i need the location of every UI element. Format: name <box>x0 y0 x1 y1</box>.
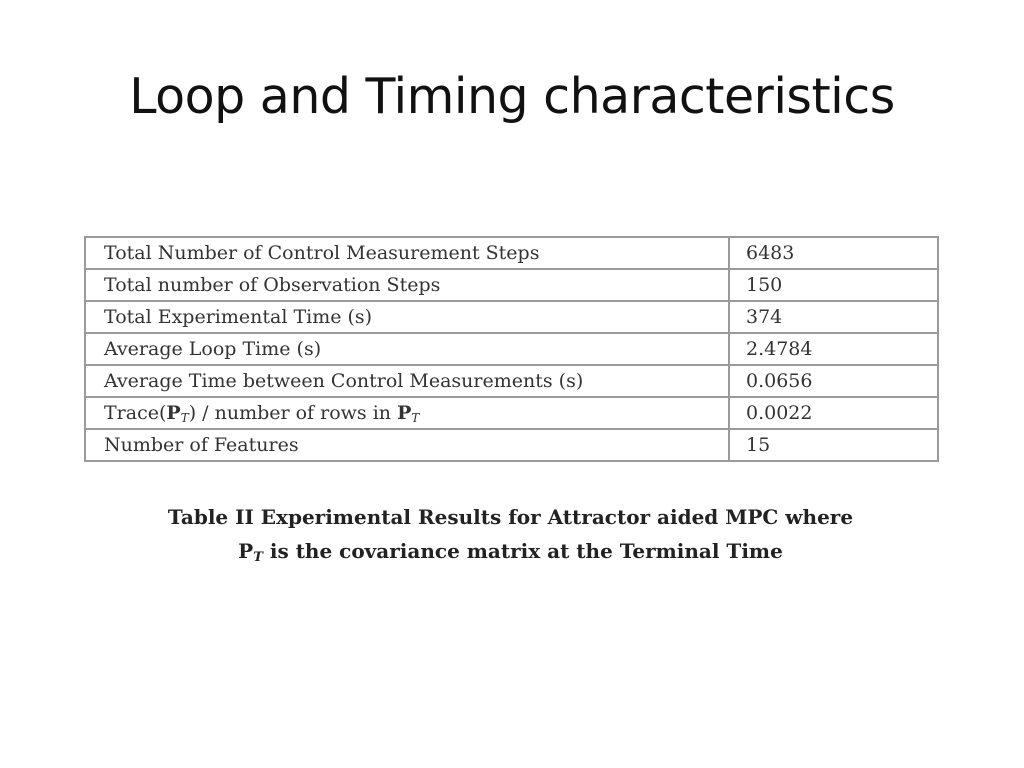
row-label: Average Loop Time (s) <box>85 333 729 365</box>
table-row <box>85 429 938 461</box>
table-row <box>85 301 938 333</box>
row-value: 374 <box>729 301 938 333</box>
row-value: 15 <box>729 429 938 461</box>
table-row <box>85 365 938 397</box>
row-value: 6483 <box>729 237 938 269</box>
caption-matrix-subscript: T <box>253 550 263 565</box>
matrix-symbol: P <box>166 401 181 424</box>
row-label <box>85 397 729 429</box>
trace-middle: ) / number of rows in <box>188 401 398 424</box>
trace-prefix: Trace( <box>104 401 167 424</box>
results-table <box>84 236 939 462</box>
row-label: Total Experimental Time (s) <box>85 301 729 333</box>
row-value: 0.0022 <box>729 397 938 429</box>
row-label: Average Time between Control Measurements (s) <box>85 365 729 397</box>
table-row <box>85 237 938 269</box>
matrix-symbol: P <box>397 401 412 424</box>
caption-line-2-text: is the covariance matrix at the Terminal Time <box>262 539 783 563</box>
caption-line-2 <box>84 534 937 575</box>
table-row <box>85 333 938 365</box>
caption-matrix-symbol: P <box>238 539 254 563</box>
caption-line-1: Table II Experimental Results for Attractor aided MPC where <box>167 505 854 529</box>
row-value: 0.0656 <box>729 365 938 397</box>
row-value: 2.4784 <box>729 333 938 365</box>
row-value: 150 <box>729 269 938 301</box>
matrix-subscript: T <box>411 410 420 425</box>
table-row <box>85 397 938 429</box>
row-label: Total number of Observation Steps <box>85 269 729 301</box>
row-label: Number of Features <box>85 429 729 461</box>
table-row <box>85 269 938 301</box>
slide-title: Loop and Timing characteristics <box>129 68 895 125</box>
matrix-subscript: T <box>180 410 189 425</box>
table-caption <box>84 500 937 575</box>
row-label: Total Number of Control Measurement Steps <box>85 237 729 269</box>
